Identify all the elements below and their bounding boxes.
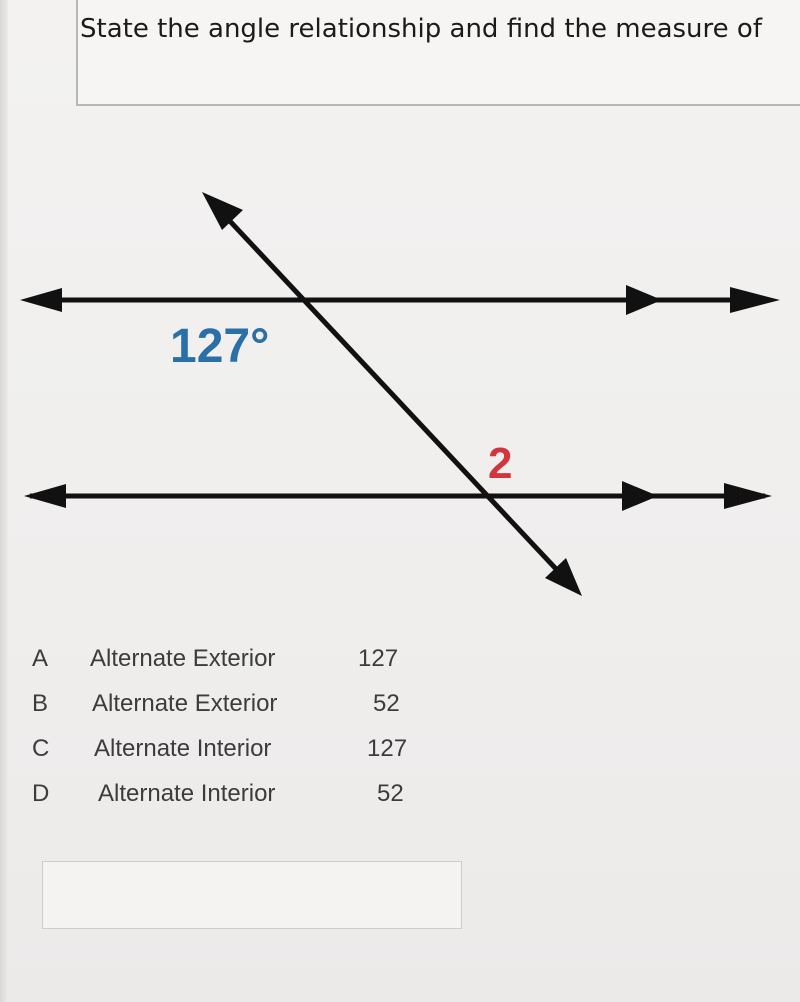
unknown-angle-label: 2 <box>488 439 513 488</box>
question-text: State the angle relationship and find the measure of <box>80 14 762 44</box>
bottom-line-left-arrow <box>24 484 66 508</box>
top-line-right-arrow <box>730 287 780 313</box>
choice-letter: B <box>32 690 49 717</box>
answer-input-box[interactable] <box>42 861 462 929</box>
transversal-line <box>212 202 572 586</box>
choice-relationship: Alternate Exterior <box>92 690 278 717</box>
transversal-top-arrow <box>202 192 243 230</box>
choice-a[interactable] <box>30 645 470 690</box>
top-line-parallel-marker <box>626 285 662 315</box>
choice-value: 127 <box>367 735 408 762</box>
choice-letter: A <box>32 645 49 672</box>
top-line-left-arrow <box>20 288 62 312</box>
choice-relationship: Alternate Interior <box>98 780 276 807</box>
choice-relationship: Alternate Exterior <box>90 645 276 672</box>
choice-b[interactable] <box>30 690 470 735</box>
choice-letter: D <box>32 780 50 807</box>
given-angle-label: 127° <box>170 320 270 373</box>
choice-value: 52 <box>373 690 400 717</box>
parallel-lines-diagram <box>0 180 800 610</box>
bottom-line-parallel-marker <box>622 481 658 511</box>
choice-d[interactable] <box>30 780 470 825</box>
choice-value: 52 <box>377 780 404 807</box>
choice-value: 127 <box>358 645 399 672</box>
bottom-line-right-arrow <box>724 483 772 509</box>
choice-c[interactable] <box>30 735 470 780</box>
choice-relationship: Alternate Interior <box>94 735 272 762</box>
answer-choices <box>30 645 470 825</box>
choice-letter: C <box>32 735 50 762</box>
question-prompt-box <box>76 0 800 106</box>
